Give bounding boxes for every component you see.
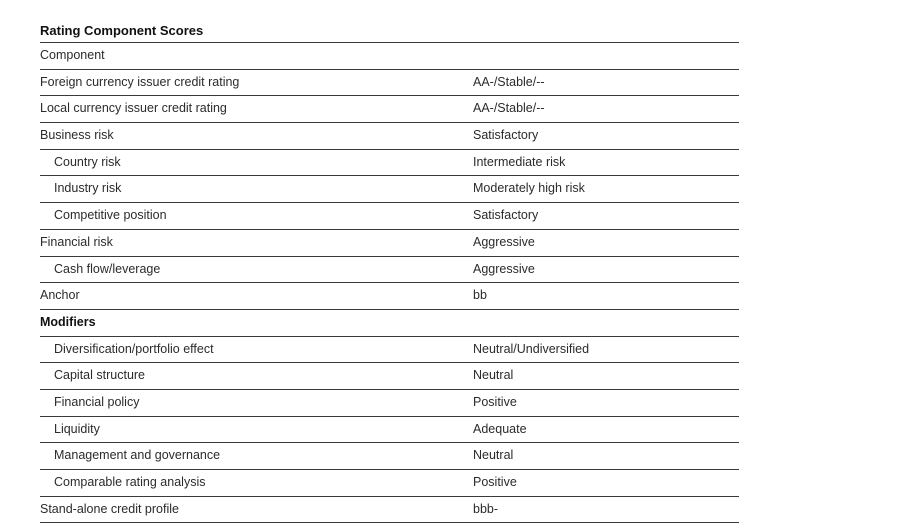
row-label: Industry risk [54, 181, 122, 196]
table-row [40, 70, 739, 97]
table-row [40, 176, 739, 203]
row-label: Capital structure [54, 368, 146, 383]
table-title: Rating Component Scores [40, 19, 739, 43]
table-row [40, 150, 739, 177]
row-value: Satisfactory [473, 208, 539, 223]
row-label: Anchor [40, 288, 80, 303]
row-label: Diversification/portfolio effect [54, 341, 214, 356]
table-row [40, 230, 739, 257]
row-label: Stand-alone credit profile [40, 501, 179, 516]
section-header-row [40, 310, 739, 337]
row-value: Satisfactory [473, 128, 539, 143]
row-value: Positive [473, 394, 517, 409]
rating-component-table [40, 19, 739, 523]
row-label: Local currency issuer credit rating [40, 101, 227, 116]
table-row [40, 363, 739, 390]
row-value: Moderately high risk [473, 181, 585, 196]
row-label: Foreign currency issuer credit rating [40, 74, 240, 89]
row-value: Aggressive [473, 261, 535, 276]
row-label: Country risk [54, 154, 121, 169]
table-row [40, 283, 739, 310]
table-row [40, 337, 739, 364]
row-label: Cash flow/leverage [54, 261, 161, 276]
row-label: Business risk [40, 128, 114, 143]
table-row [40, 470, 739, 497]
table-row [40, 417, 739, 444]
row-value: Aggressive [473, 234, 535, 249]
section-header-modifiers: Modifiers [40, 314, 96, 329]
row-value: Intermediate risk [473, 154, 566, 169]
row-value: AA-/Stable/-- [473, 101, 545, 116]
table-header-row [40, 43, 739, 70]
row-value: Neutral/Undiversified [473, 341, 590, 356]
row-label: Financial risk [40, 234, 113, 249]
row-value: Neutral [473, 448, 514, 463]
table-row [40, 390, 739, 417]
row-value: Neutral [473, 368, 514, 383]
row-label: Financial policy [54, 394, 140, 409]
row-value: AA-/Stable/-- [473, 74, 545, 89]
row-value: bb [473, 288, 487, 303]
column-header-component: Component [40, 48, 105, 62]
table-row [40, 96, 739, 123]
row-value: bbb- [473, 501, 499, 516]
row-label: Management and governance [54, 448, 221, 463]
table-row [40, 443, 739, 470]
row-label: Comparable rating analysis [54, 475, 206, 489]
table-row [40, 257, 739, 284]
row-label: Competitive position [54, 208, 167, 223]
row-label: Liquidity [54, 421, 100, 436]
table-row [40, 203, 739, 230]
row-value: Adequate [473, 421, 527, 436]
table-row [40, 497, 739, 524]
table-row [40, 123, 739, 150]
row-value: Positive [473, 475, 517, 489]
